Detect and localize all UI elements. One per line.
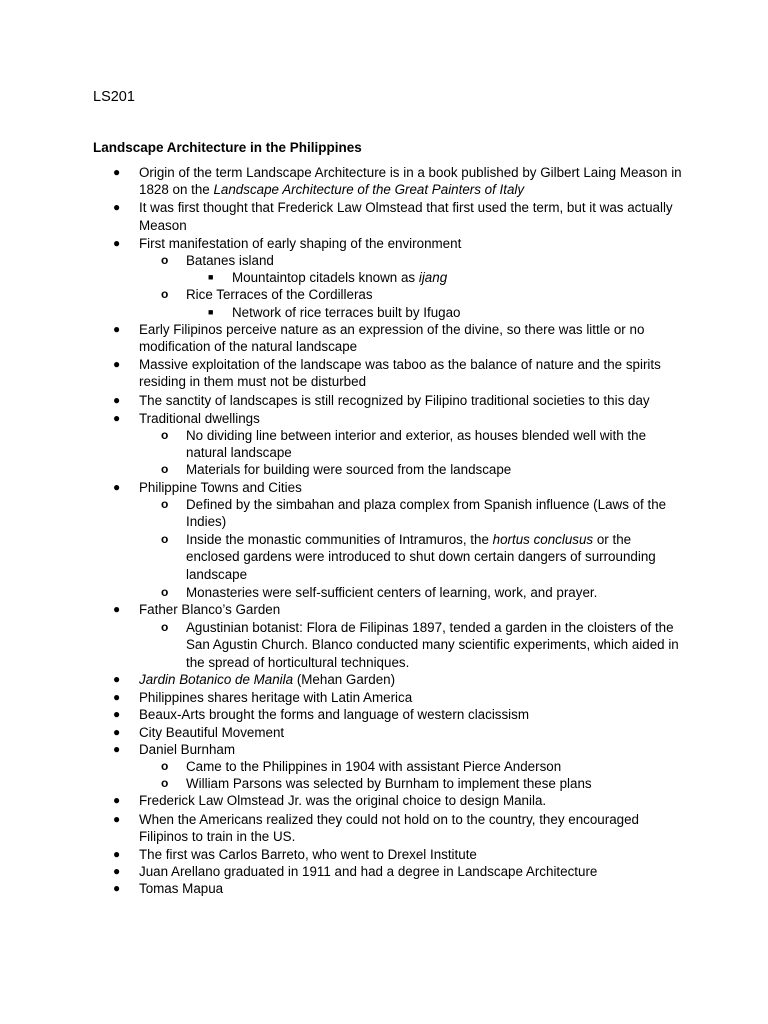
bullet-marker-icon: ● <box>113 881 121 896</box>
bullet-text: Traditional dwellings <box>139 410 260 426</box>
italic-text: Landscape Architecture of the Great Painters of Italy <box>213 182 525 198</box>
bullet-item <box>0 461 686 478</box>
bullet-item <box>0 619 686 671</box>
bullet-marker-icon: o <box>161 462 169 477</box>
bullet-marker-icon: ● <box>113 235 121 250</box>
bullet-marker-icon: o <box>161 532 169 547</box>
bullet-text: Materials for building were sourced from the landscape <box>186 462 512 478</box>
bullet-marker-icon: o <box>161 287 169 302</box>
bullet-item <box>0 880 685 897</box>
bullet-text: Agustinian botanist: Flora de Filipinas 1897, tended a garden in the cloisters of the San Agustin Church. Blanco conducted many scientific experiments, which aided in the spread of horticultural techniques. <box>186 620 679 670</box>
bullet-item <box>0 269 686 286</box>
bullet-marker-icon: ● <box>113 811 121 826</box>
bullet-marker-icon: ● <box>113 690 121 705</box>
bullet-item <box>0 758 686 775</box>
bullet-item <box>0 846 685 863</box>
bullet-text: City Beautiful Movement <box>139 724 285 740</box>
bullet-item <box>0 235 685 252</box>
bullet-item <box>0 392 685 409</box>
bullet-marker-icon: ● <box>113 602 121 617</box>
bullet-text: Massive exploitation of the landscape was taboo as the balance of nature and the spirits residing in them must not be disturbed <box>139 357 661 390</box>
bullet-marker-icon: ● <box>113 410 121 425</box>
bullet-item <box>0 741 685 758</box>
bullet-marker-icon: ● <box>113 200 121 215</box>
page-title: Landscape Architecture in the Philippines <box>93 140 362 155</box>
bullet-marker-icon: ■ <box>208 272 214 283</box>
bullet-text: The sanctity of landscapes is still recognized by Filipino traditional societies to this day <box>139 392 650 408</box>
course-code: LS201 <box>93 89 135 105</box>
bullet-text: Philippines shares heritage with Latin America <box>139 690 413 706</box>
bullet-marker-icon: ● <box>113 724 121 739</box>
bullet-item <box>0 584 686 601</box>
bullet-item <box>0 811 685 845</box>
bullet-text: No dividing line between interior and exterior, as houses blended well with the natural landscape <box>186 428 647 461</box>
bullet-text: (Mehan Garden) <box>293 671 396 687</box>
bullet-text: Father Blanco’s Garden <box>139 602 281 618</box>
bullet-text: Came to the Philippines in 1904 with assistant Pierce Anderson <box>186 758 562 774</box>
bullet-text: Monasteries were self-sufficient centers of learning, work, and prayer. <box>186 584 598 600</box>
bullet-marker-icon: ● <box>113 864 121 879</box>
bullet-text: The first was Carlos Barreto, who went to Drexel Institute <box>139 846 477 862</box>
bullet-marker-icon: ● <box>113 707 121 722</box>
bullet-text: Philippine Towns and Cities <box>139 479 302 495</box>
bullet-item <box>0 792 685 809</box>
bullet-text: Juan Arellano graduated in 1911 and had a degree in Landscape Architecture <box>139 864 598 880</box>
bullet-text: Beaux-Arts brought the forms and language of western clacissism <box>139 707 530 723</box>
bullet-marker-icon: o <box>161 428 169 443</box>
bullet-item <box>0 724 685 741</box>
bullet-item <box>0 706 685 723</box>
notes-outline <box>0 164 768 898</box>
bullet-marker-icon: ● <box>113 846 121 861</box>
bullet-text: William Parsons was selected by Burnham to implement these plans <box>186 776 592 792</box>
bullet-item <box>0 321 685 355</box>
bullet-item <box>0 531 686 583</box>
bullet-item <box>0 427 686 461</box>
bullet-text: Inside the monastic communities of Intramuros, the <box>186 532 493 548</box>
bullet-text: Network of rice terraces built by Ifugao <box>232 304 461 320</box>
italic-text: hortus conclusus <box>492 532 594 548</box>
bullet-marker-icon: ● <box>113 392 121 407</box>
bullet-text: Batanes island <box>186 253 274 269</box>
italic-text: ijang <box>418 270 448 286</box>
bullet-item <box>0 410 685 427</box>
bullet-item <box>0 863 685 880</box>
bullet-text: Rice Terraces of the Cordilleras <box>186 287 373 303</box>
bullet-item <box>0 775 686 792</box>
bullet-item <box>0 689 685 706</box>
bullet-text: Defined by the simbahan and plaza complex from Spanish influence (Laws of the Indies) <box>186 496 667 530</box>
bullet-marker-icon: o <box>161 496 169 511</box>
bullet-marker-icon: ● <box>113 741 121 756</box>
bullet-marker-icon: ● <box>113 671 121 686</box>
bullet-marker-icon: o <box>161 620 169 635</box>
bullet-item <box>0 199 685 233</box>
bullet-marker-icon: o <box>161 758 169 773</box>
bullet-item <box>0 252 686 269</box>
bullet-marker-icon: ● <box>113 165 121 179</box>
bullet-text: Origin of the term Landscape Architecture is in a book published by Gilbert Laing Meason in 1828 on the <box>139 165 682 198</box>
bullet-text: or the enclosed gardens were introduced to shut down certain dangers of surrounding landscape <box>186 532 656 582</box>
bullet-text: When the Americans realized they could not hold on to the country, they encouraged Filipinos to train in the US. <box>139 811 639 844</box>
bullet-marker-icon: ● <box>113 321 121 336</box>
bullet-text: It was first thought that Frederick Law Olmstead that first used the term, but it was actually Meason <box>139 200 673 233</box>
bullet-marker-icon: o <box>161 253 169 268</box>
bullet-item <box>0 496 686 530</box>
bullet-item <box>0 286 686 303</box>
bullet-marker-icon: ● <box>113 357 121 372</box>
bullet-item <box>0 164 685 198</box>
bullet-text: Mountaintop citadels known as <box>232 270 419 286</box>
italic-text: Jardin Botanico de Manila <box>139 671 294 687</box>
bullet-text: Early Filipinos perceive nature as an expression of the divine, so there was little or no modification of the natural landscape <box>139 321 645 355</box>
bullet-item <box>0 304 686 321</box>
bullet-marker-icon: o <box>161 776 169 791</box>
bullet-text: Tomas Mapua <box>139 881 224 897</box>
bullet-text: First manifestation of early shaping of the environment <box>139 235 462 251</box>
bullet-marker-icon: ● <box>113 793 121 808</box>
bullet-item <box>0 356 685 390</box>
bullet-item <box>0 671 685 688</box>
bullet-text: Frederick Law Olmstead Jr. was the original choice to design Manila. <box>139 793 547 809</box>
bullet-text: Daniel Burnham <box>139 741 236 757</box>
bullet-item <box>0 479 685 496</box>
bullet-item <box>0 601 685 618</box>
bullet-marker-icon: ● <box>113 479 121 494</box>
bullet-marker-icon: o <box>161 584 169 599</box>
bullet-marker-icon: ■ <box>208 306 214 317</box>
